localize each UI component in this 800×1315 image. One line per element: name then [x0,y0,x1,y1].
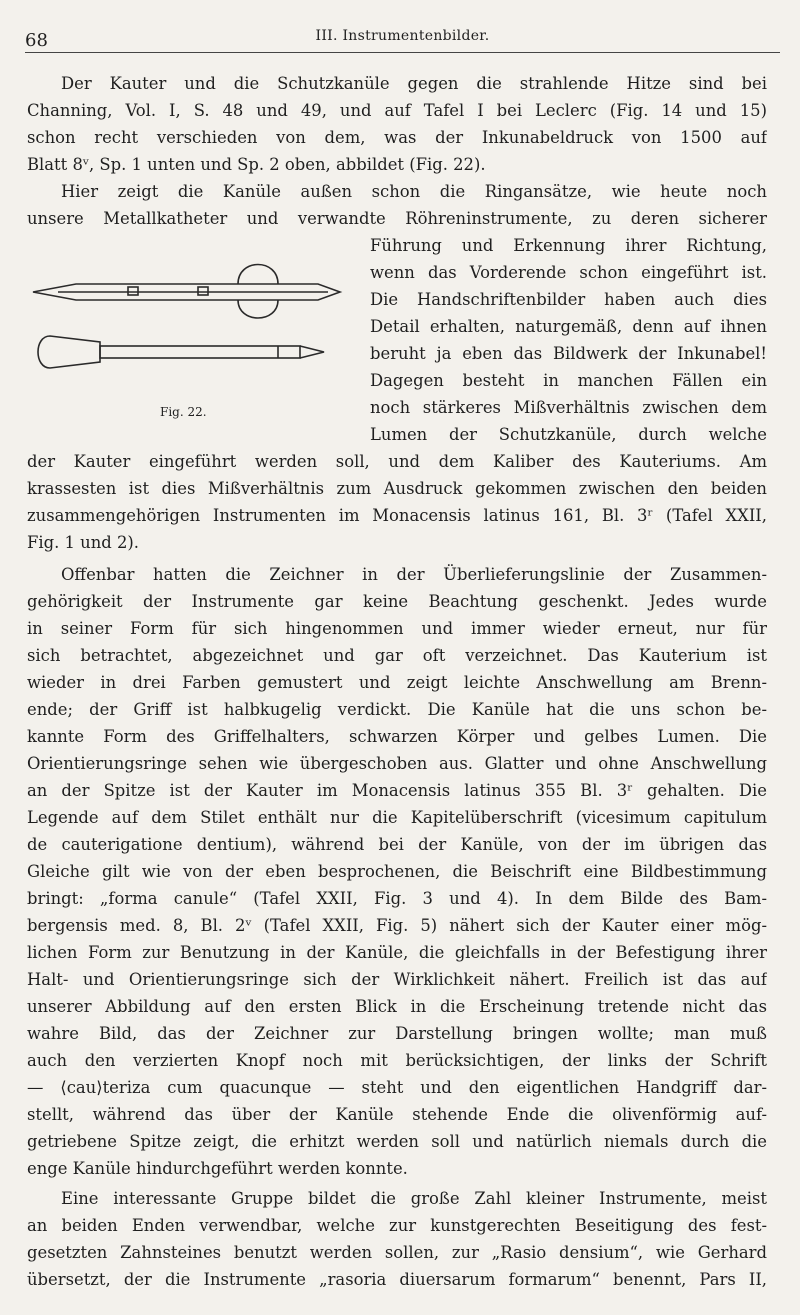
body-text-line: wieder in drei Farben gemustert und zeigt leichte Anschwellung am Brenn- [27,673,767,692]
body-text-line: krassesten ist dies Mißverhältnis zum Ausdruck gekommen zwischen den beiden [27,479,767,498]
body-text-line: bergensis med. 8, Bl. 2ᵛ (Tafel XXII, Fig. 5) nähert sich der Kauter einer mög- [27,916,767,935]
body-text-line: an der Spitze ist der Kauter im Monacensis latinus 355 Bl. 3ʳ gehalten. Die [27,781,767,800]
body-text-line: Hier zeigt die Kanüle außen schon die Ringansätze, wie heute noch [61,182,767,201]
body-text-line: der Kauter eingeführt werden soll, und dem Kaliber des Kauteriums. Am [27,452,767,471]
body-text-line: Der Kauter und die Schutzkanüle gegen die strahlende Hitze sind bei [61,74,767,93]
body-text-line: kannte Form des Griffelhalters, schwarzen Körper und gelbes Lumen. Die [27,727,767,746]
body-text-line: sich betrachtet, abgezeichnet und gar oft verzeichnet. Das Kauterium ist [27,646,767,665]
figure-caption: Fig. 22. [160,405,207,419]
page-header [25,22,780,53]
body-text-line: ende; der Griff ist halbkugelig verdickt. Die Kanüle hat die uns schon be- [27,700,767,719]
body-text-line: stellt, während das über der Kanüle stehende Ende die olivenförmig auf- [27,1105,767,1124]
body-text-line: Channing, Vol. I, S. 48 und 49, und auf Tafel I bei Leclerc (Fig. 14 und 15) [27,101,767,120]
body-text-line: zusammengehörigen Instrumenten im Monacensis latinus 161, Bl. 3ʳ (Tafel XXII, [27,506,767,525]
body-text-line: Legende auf dem Stilet enthält nur die Kapitelüberschrift (vicesimum capitulum [27,808,767,827]
body-text-line: Lumen der Schutzkanüle, durch welche [370,425,767,444]
body-text-line: Eine interessante Gruppe bildet die große Zahl kleiner Instrumente, meist [61,1189,767,1208]
body-text-line: Offenbar hatten die Zeichner in der Überlieferungslinie der Zusammen- [61,565,767,584]
body-text-line: übersetzt, der die Instrumente „rasoria diuersarum formarum“ benennt, Pars II, [27,1270,767,1289]
page-number: 68 [25,30,48,51]
body-text-line: auch den verzierten Knopf noch mit berücksichtigen, der links der Schrift [27,1051,767,1070]
body-text-line: Gleiche gilt wie von der eben besprochenen, die Beischrift eine Bildbestimmung [27,862,767,881]
body-text-line: schon recht verschieden von dem, was der Inkunabeldruck von 1500 auf [27,128,767,147]
body-text-line: gehörigkeit der Instrumente gar keine Beachtung geschenkt. Jedes wurde [27,592,767,611]
body-text-line: unserer Abbildung auf den ersten Blick in die Erscheinung tretende nicht das [27,997,767,1016]
body-text-line: Dagegen besteht in manchen Fällen ein [370,371,767,390]
body-text-line: — ⟨cau⟩teriza cum quacunque — steht und den eigentlichen Handgriff dar- [27,1078,767,1097]
body-text-line: Fig. 1 und 2). [27,533,140,552]
body-text-line: wenn das Vorderende schon eingeführt ist. [370,263,767,282]
body-text-line: de cauterigatione dentium), während bei der Kanüle, von der im übrigen das [27,835,767,854]
body-text-line: wahre Bild, das der Zeichner zur Darstellung bringen wollte; man muß [27,1024,767,1043]
body-text-line: lichen Form zur Benutzung in der Kanüle, die gleichfalls in der Befestigung ihrer [27,943,767,962]
body-text-line: gesetzten Zahnsteines benutzt werden sollen, zur „Rasio densium“, wie Gerhard [27,1243,767,1262]
cautery-tip-drawing [300,346,324,358]
body-text-line: noch stärkeres Mißverhältnis zwischen dem [370,398,767,417]
cautery-handle-drawing [38,336,100,368]
body-text-line: bringt: „forma canule“ (Tafel XXII, Fig. 3 und 4). In dem Bilde des Bam- [27,889,767,908]
body-text-line: enge Kanüle hindurchgeführt werden konnte. [27,1159,408,1178]
body-text-line: Orientierungsringe sehen wie übergeschoben aus. Glatter und ohne Anschwellung [27,754,767,773]
body-text-line: Detail erhalten, naturgemäß, denn auf ihnen [370,317,767,336]
body-text-line: in seiner Form für sich hingenommen und immer wieder erneut, nur für [27,619,767,638]
body-text-line: Halt- und Orientierungsringe sich der Wirklichkeit nähert. Freilich ist das auf [27,970,767,989]
body-text-line: unsere Metallkatheter und verwandte Röhreninstrumente, zu deren sicherer [27,209,767,228]
body-text-line: Führung und Erkennung ihrer Richtung, [370,236,767,255]
cautery-and-cannula-drawing [28,250,348,410]
body-text-line: Die Handschriftenbilder haben auch dies [370,290,767,309]
body-text-line: an beiden Enden verwendbar, welche zur kunstgerechten Beseitigung des fest- [27,1216,767,1235]
body-text-line: beruht ja eben das Bildwerk der Inkunabel! [370,344,767,363]
body-text-line: Blatt 8ᵛ, Sp. 1 unten und Sp. 2 oben, abbildet (Fig. 22). [27,155,486,174]
cautery-shaft-drawing [100,346,300,358]
running-head: III. Instrumentenbilder. [315,28,490,44]
body-text-line: getriebene Spitze zeigt, die erhitzt werden soll und natürlich niemals durch die [27,1132,767,1151]
